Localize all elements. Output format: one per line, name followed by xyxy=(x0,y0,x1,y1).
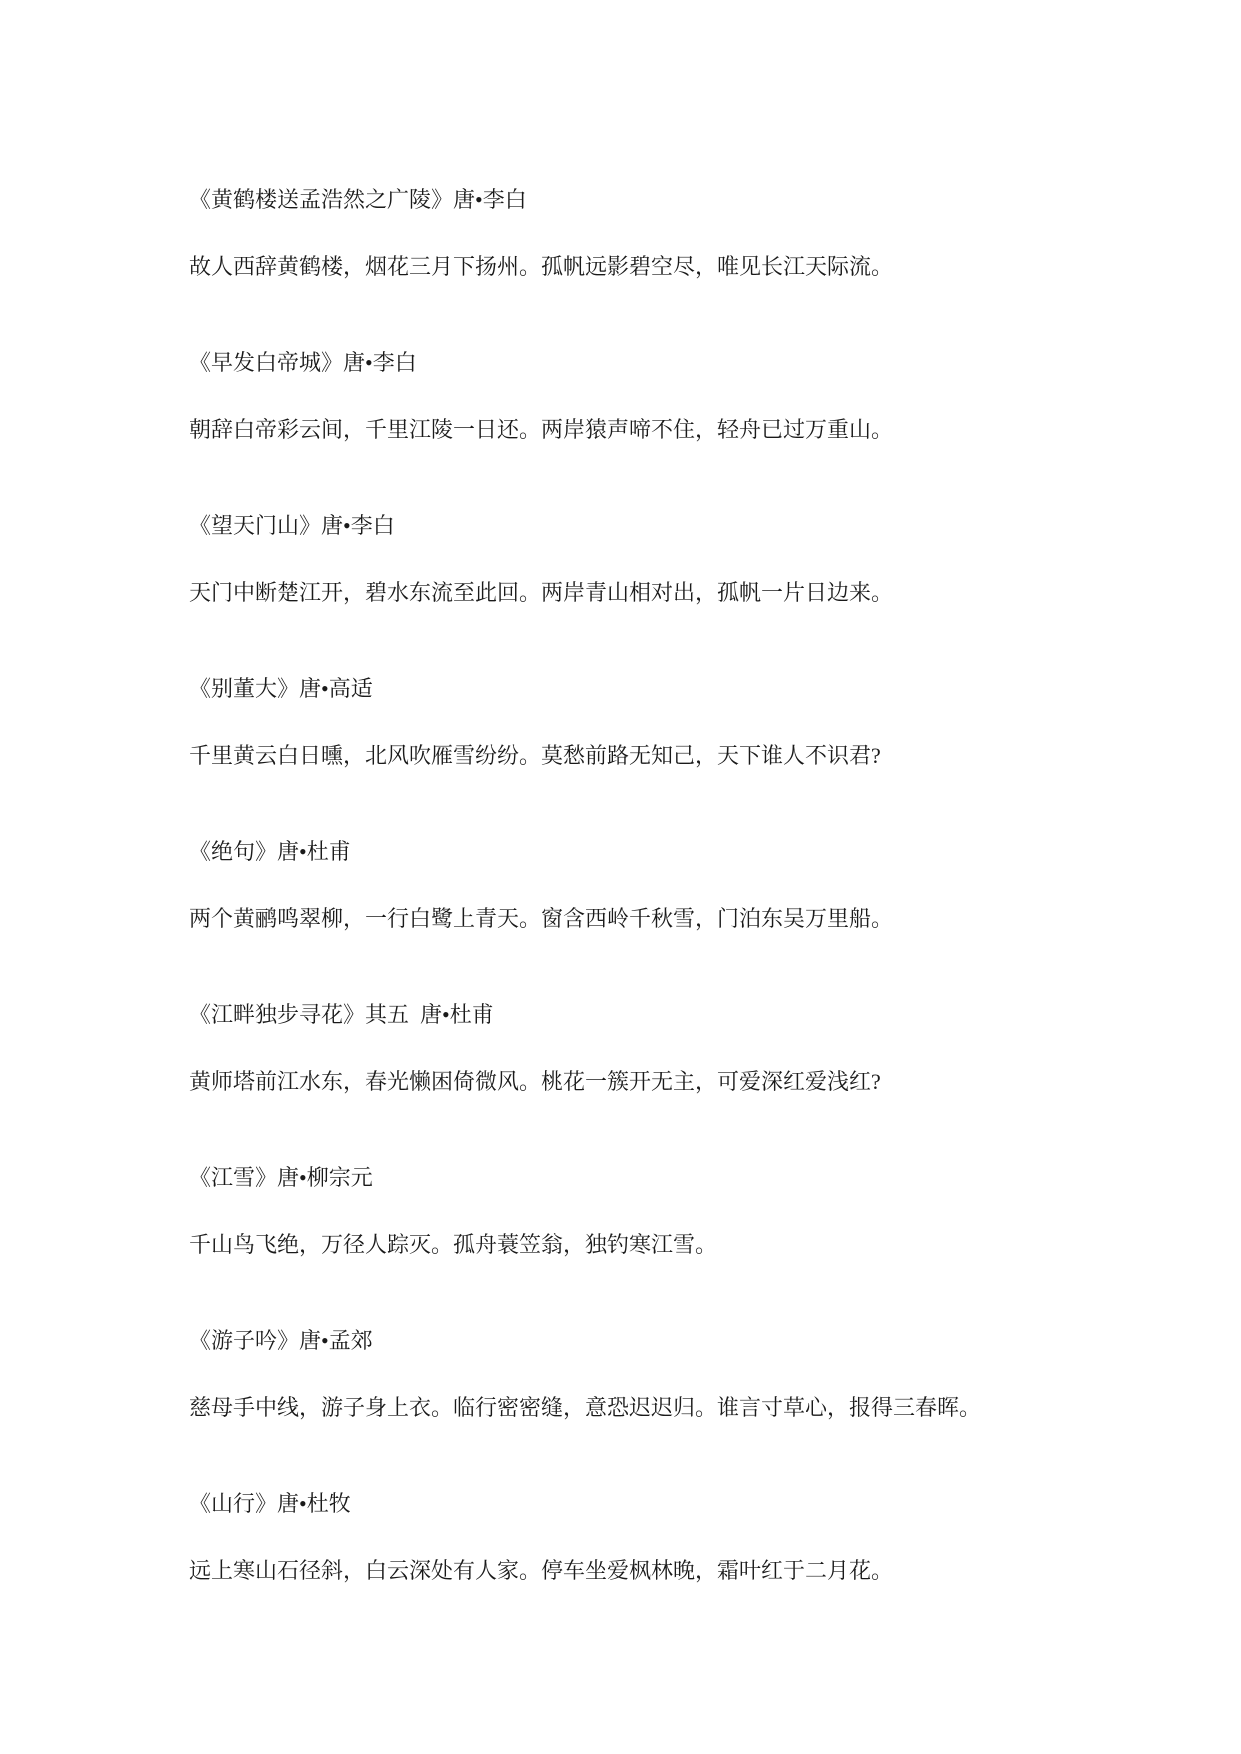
poem-text: 朝辞白帝彩云间，千里江陵一日还。两岸猿声啼不住，轻舟已过万重山。 xyxy=(189,417,894,442)
poem-title: 《山行》唐•杜牧 xyxy=(189,1491,351,1516)
poem-entry xyxy=(189,837,1149,1000)
poem-entry xyxy=(189,185,1149,348)
poem-entry xyxy=(189,1489,1149,1652)
poem-text: 故人西辞黄鹤楼，烟花三月下扬州。孤帆远影碧空尽，唯见长江天际流。 xyxy=(189,254,894,279)
poem-entry xyxy=(189,511,1149,674)
poem-title: 《别董大》唐•高适 xyxy=(189,676,373,701)
poem-entry xyxy=(189,348,1149,511)
poem-entry xyxy=(189,1326,1149,1489)
poem-title: 《江雪》唐•柳宗元 xyxy=(189,1165,373,1190)
poem-title: 《望天门山》唐•李白 xyxy=(189,513,395,538)
poem-entry xyxy=(189,1000,1149,1163)
poem-title: 《游子吟》唐•孟郊 xyxy=(189,1328,373,1353)
poem-title: 《黄鹤楼送孟浩然之广陵》唐•李白 xyxy=(189,187,527,212)
poem-text: 千里黄云白日曛，北风吹雁雪纷纷。莫愁前路无知己，天下谁人不识君? xyxy=(189,743,881,768)
poem-text: 黄师塔前江水东，春光懒困倚微风。桃花一簇开无主，可爱深红爱浅红? xyxy=(189,1069,881,1094)
poem-text: 慈母手中线，游子身上衣。临行密密缝，意恐迟迟归。谁言寸草心，报得三春晖。 xyxy=(189,1395,982,1420)
poem-text: 天门中断楚江开，碧水东流至此回。两岸青山相对出，孤帆一片日边来。 xyxy=(189,580,894,605)
poem-entry xyxy=(189,1163,1149,1326)
document-page xyxy=(189,185,1149,1652)
poem-text: 两个黄鹂鸣翠柳，一行白鹭上青天。窗含西岭千秋雪，门泊东吴万里船。 xyxy=(189,906,894,931)
poem-text: 远上寒山石径斜，白云深处有人家。停车坐爱枫林晚，霜叶红于二月花。 xyxy=(189,1558,894,1583)
poem-title: 《绝句》唐•杜甫 xyxy=(189,839,351,864)
poem-title: 《江畔独步寻花》其五 唐•杜甫 xyxy=(189,1002,494,1027)
poem-entry xyxy=(189,674,1149,837)
poem-text: 千山鸟飞绝，万径人踪灭。孤舟蓑笠翁，独钓寒江雪。 xyxy=(189,1232,718,1257)
poem-title: 《早发白帝城》唐•李白 xyxy=(189,350,417,375)
